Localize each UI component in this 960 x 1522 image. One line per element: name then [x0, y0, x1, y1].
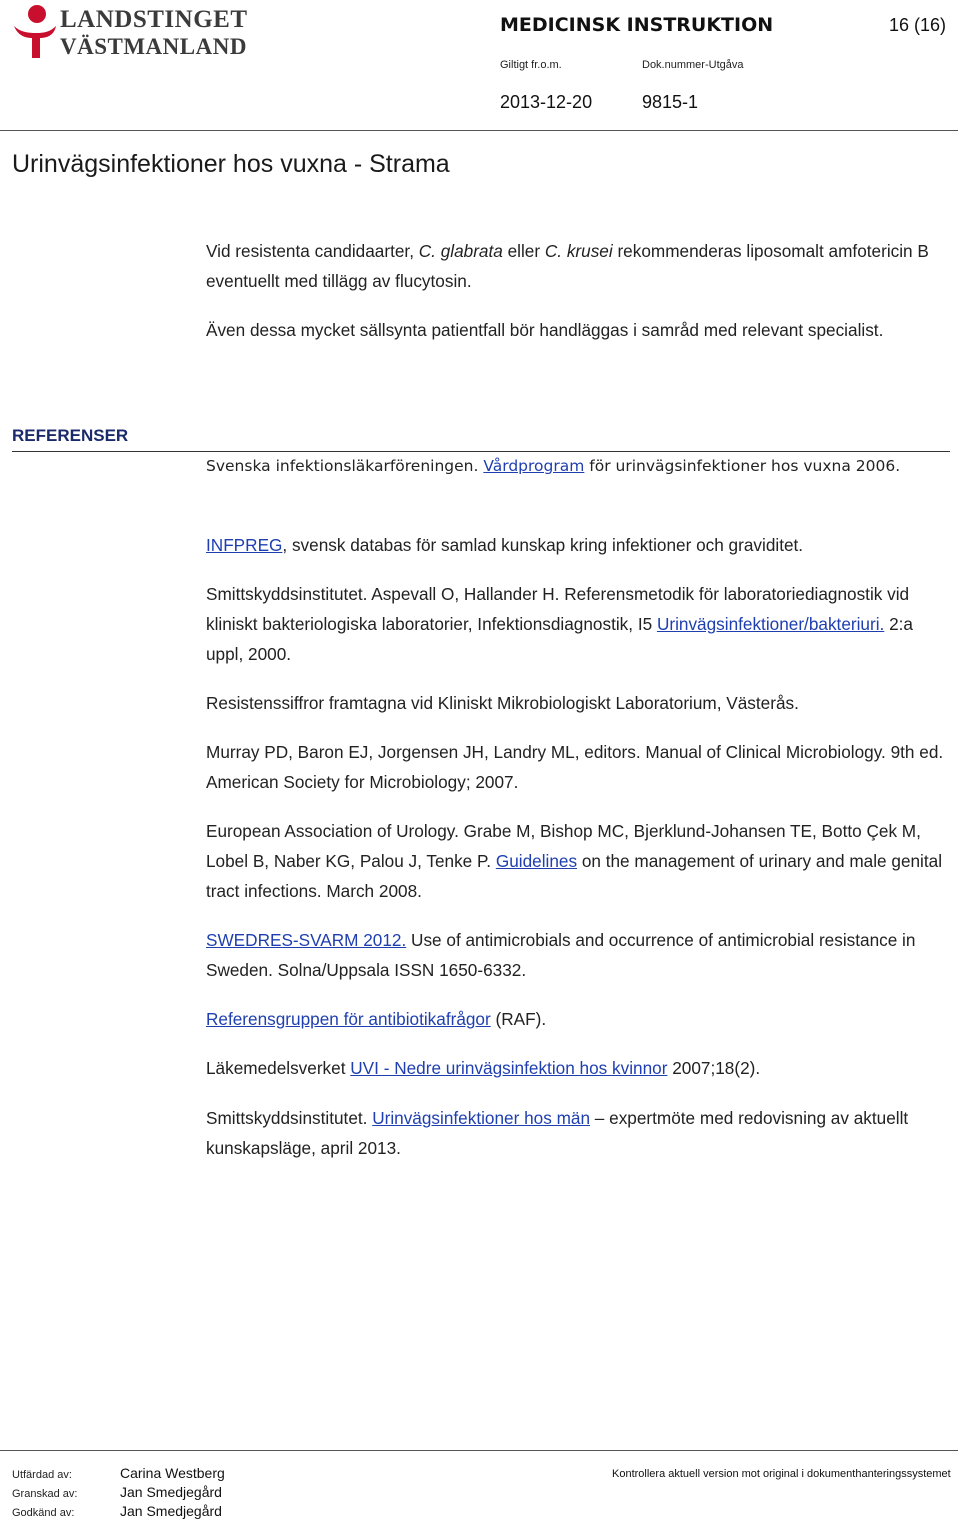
urinvagsinfektioner-bakteriuri-link[interactable]: Urinvägsinfektioner/bakteriuri. — [656, 614, 885, 634]
page-number: 16 (16) — [888, 15, 946, 35]
text: (RAF). — [490, 1009, 547, 1029]
approved-name: Jan Smedjegård — [120, 1503, 222, 1519]
reference-9 — [206, 1053, 948, 1083]
text: Smittskyddsinstitutet. Aspevall O, Hallander H. Referensmetodik för laboratoriediagnostik vid kliniskt bakteriologiska laboratorier, Infektionsdiagnostik, I5 — [206, 584, 910, 634]
issued-label: Utfärdad av: — [12, 1469, 72, 1481]
reference-1 — [206, 451, 948, 481]
species-name: C. glabrata — [418, 241, 503, 261]
reference-5: Murray PD, Baron EJ, Jorgensen JH, Landry ML, editors. Manual of Clinical Microbiology. 9th ed. American Society for Microbiology; 2007. — [206, 742, 944, 792]
reference-8 — [206, 1004, 948, 1034]
reference-3 — [206, 579, 948, 669]
text: Use of antimicrobials and occurrence of antimicrobial resistance in Sweden. Solna/Uppsala ISSN 1650-6332. — [206, 930, 916, 980]
valid-from-date: 2013-12-20 — [500, 92, 593, 112]
text: Svenska infektionsläkarföreningen. — [206, 457, 484, 475]
valid-from-label: Giltigt fr.o.m. — [500, 59, 562, 71]
org-name-line1: LANDSTINGET — [60, 6, 248, 33]
guidelines-link[interactable]: Guidelines — [495, 851, 578, 871]
page-title: Urinvägsinfektioner hos vuxna - Strama — [12, 150, 450, 178]
reviewed-label: Granskad av: — [12, 1488, 78, 1500]
paragraph-specialist: Även dessa mycket sällsynta patientfall bör handläggas i samråd med relevant specialist. — [206, 320, 884, 340]
text: eller — [502, 241, 545, 261]
paragraph-candida — [206, 236, 948, 296]
text: – expertmöte med redovisning av aktuellt kunskapsläge, april 2013. — [206, 1108, 909, 1158]
text: 2007;18(2). — [667, 1058, 761, 1078]
text: Smittskyddsinstitutet. — [206, 1108, 373, 1128]
text: för urinvägsinfektioner hos vuxna 2006. — [584, 457, 901, 475]
swedres-svarm-link[interactable]: SWEDRES-SVARM 2012. — [206, 930, 407, 950]
landstinget-logo — [10, 2, 248, 64]
doc-number: 9815-1 — [642, 92, 699, 112]
text: Läkemedelsverket — [206, 1058, 351, 1078]
text: 2:a uppl, 2000. — [206, 614, 913, 664]
logo-symbol-icon — [10, 2, 58, 62]
text: Vid resistenta candidaarter, — [206, 241, 419, 261]
reviewed-name: Jan Smedjegård — [120, 1484, 222, 1500]
footer-divider — [0, 1450, 958, 1451]
reference-6 — [206, 816, 948, 906]
reference-4: Resistenssiffror framtagna vid Kliniskt Mikrobiologiskt Laboratorium, Västerås. — [206, 693, 799, 713]
reference-2 — [206, 530, 948, 560]
text: rekommenderas liposomalt amfotericin B eventuellt med tillägg av flucytosin. — [206, 241, 929, 291]
text: , svensk databas för samlad kunskap kring infektioner och graviditet. — [282, 535, 804, 555]
uvi-nedre-link[interactable]: UVI - Nedre urinvägsinfektion hos kvinnor — [350, 1058, 668, 1078]
text: on the management of urinary and male genital tract infections. March 2008. — [206, 851, 943, 901]
references-heading: REFERENSER — [12, 426, 129, 445]
org-name-line2: VÄSTMANLAND — [60, 34, 247, 59]
text: European Association of Urology. Grabe M, Bishop MC, Bjerklund-Johansen TE, Botto Çek M, Lobel B, Naber KG, Palou J, Tenke P. — [206, 821, 921, 871]
version-note: Kontrollera aktuell version mot original i dokumenthanteringssystemet — [612, 1468, 951, 1480]
vardprogram-link[interactable]: Vårdprogram — [483, 457, 585, 475]
header-divider — [0, 130, 958, 131]
doc-number-label: Dok.nummer-Utgåva — [642, 59, 744, 71]
raf-link[interactable]: Referensgruppen för antibiotikafrågor — [206, 1009, 491, 1029]
infpreg-link[interactable]: INFPREG — [206, 535, 283, 555]
issued-name: Carina Westberg — [120, 1465, 225, 1481]
approved-label: Godkänd av: — [12, 1507, 75, 1519]
reference-10 — [206, 1103, 948, 1163]
species-name: C. krusei — [544, 241, 613, 261]
document-type: MEDICINSK INSTRUKTION — [500, 14, 774, 36]
reference-7 — [206, 925, 948, 985]
uvi-hos-man-link[interactable]: Urinvägsinfektioner hos män — [372, 1108, 591, 1128]
